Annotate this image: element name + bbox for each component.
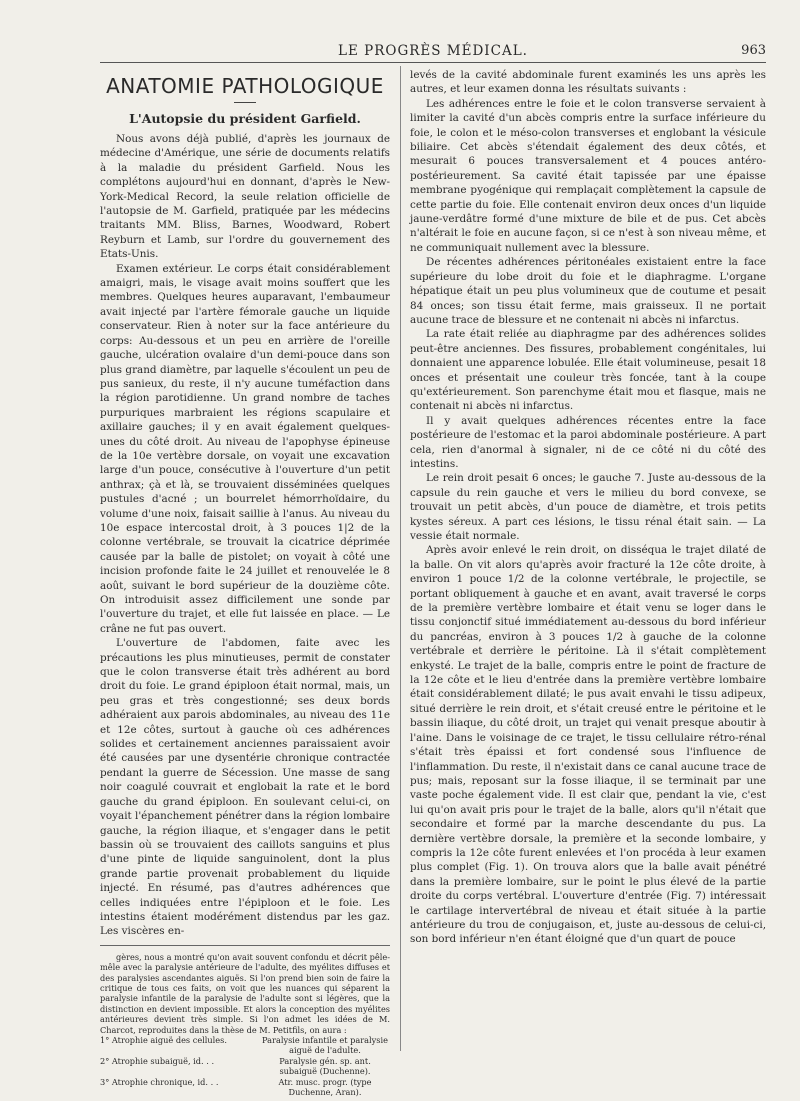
atrophy-disease: Paralysie infantile et paralysie aiguë de l'adulte. bbox=[262, 1035, 388, 1056]
abscess-paragraph: Les adhérences entre le foie et le colon transverse servaient à limiter la cavité d'un abcès compris entre la surface inférieure du foie, le colon et le méso-colon transverses et englobant la vésicule biliaire. Cet abcès s'étendait également des deux côtés, et mesurait 6 pouces transversalement et 4 pouces antéro-postérieurement. Sa cavité était tapissée par une épaisse membrane pyogénique qui remplaçait complètement la capsule de cette partie du foie. Elle contenait environ deux onces d'un liquide jaune-verdâtre formé d'une mixture de bile et de pus. Cet abcès n'altérait le foie en aucune façon, si ce n'est à son niveau même, et ne communiquait nullement avec la blessure. bbox=[410, 97, 766, 254]
viscera-paragraph: levés de la cavité abdominale furent examinés les uns après les autres, et leur examen donna les résultats suivants : bbox=[410, 69, 766, 96]
title-rule bbox=[234, 102, 256, 103]
page-number: 963 bbox=[741, 43, 766, 58]
abdomen-paragraph: L'ouverture de l'abdomen, faite avec les précautions les plus minutieuses, permit de constater que le colon transverse était très adhérent au bord droit du foie. Le grand épiploon était normal, mais, un peu gras et très congestionné; ses deux bords adhéraient aux parois abdominales, au niveau des 11e et 12e côtes, surtout à gauche où ces adhérences solides et certainement anciennes paraissaient avoir été causées par une dysentérie chronique contractée pendant la guerre de Sécession. Une masse de sang noir coagulé couvrait et englobait la rate et le bord gauche du grand épiploon. En soulevant celui-ci, on voyait l'épanchement pénétrer dans la région lombaire gauche, la région iliaque, et s'engager dans le petit bassin où se trouvaient des caillots sanguins et plus d'une pinte de liquide sanguinolent, dont la plus grande partie provenait probablement du liquide injecté. En résumé, pas d'autres adhérences que celles indiquées entre l'épiploon et le foie. Les intestins étaient modérément distendus par les gaz. Les viscères en- bbox=[100, 637, 390, 938]
stomach-paragraph: Il y avait quelques adhérences récentes entre la face postérieure de l'estomac et la paroi abdominale postérieure. A part cela, rien d'anormal à signaler, ni de ce côté ni du côté des intestins. bbox=[410, 414, 766, 470]
footnote-text: gères, nous a montré qu'on avait souvent confondu et décrit pêle-mêle avec la paralysie antérieure de l'adulte, des myélites diffuses et des paralysies ascendantes aiguës. Si l'on prend bien soin de faire la critique de tous ces faits, on voit que les nuances qui séparent la paralysie infantile de la paralysie de l'adulte sont si légères, que la distinction en devient impossible. Et alors la conception des myélites antérieures devient très simple. Si l'on admet les idées de M. Charcot, reproduites dans la thèse de M. Petitfils, on aura : bbox=[100, 951, 390, 1035]
section-title: ANATOMIE PATHOLOGIQUE bbox=[106, 74, 384, 98]
journal-title: LE PROGRÈS MÉDICAL. bbox=[338, 43, 528, 59]
atrophy-disease: Paralysie gén. sp. ant. subaiguë (Duchenne). bbox=[279, 1055, 371, 1077]
atrophy-row bbox=[100, 1056, 390, 1077]
footnote-rule bbox=[100, 945, 390, 946]
liver-paragraph: De récentes adhérences péritonéales existaient entre la face supérieure du lobe droit du foie et le diaphragme. L'organe hépatique était un peu plus volumineux que de coutume et pesait 84 onces; son tissu était ferme, mais graisseux. Il ne portait aucune trace de blessure et ne contenait ni abcès ni infarctus. bbox=[410, 256, 766, 326]
kidney-paragraph: Le rein droit pesait 6 onces; le gauche 7. Juste au-dessous de la capsule du rein gauche et vers le milieu du bord convexe, se trouvait un petit abcès, d'un pouce de diamètre, et trois petits kystes séreux. A part ces lésions, le tissu rénal était sain. — La vessie était normale. bbox=[410, 472, 766, 542]
right-column bbox=[410, 68, 766, 947]
atrophy-row bbox=[100, 1035, 390, 1056]
atrophy-type: 3° Atrophie chronique, id. . . bbox=[100, 1076, 219, 1087]
atrophy-type: 1° Atrophie aiguë des cellules. bbox=[100, 1035, 227, 1045]
left-column bbox=[100, 68, 390, 1097]
column-divider bbox=[400, 66, 401, 1051]
intro-paragraph: Nous avons déjà publié, d'après les journaux de médecine d'Amérique, une série de documents relatifs à la maladie du président Garfield. Nous les complétons aujourd'hui en donnant, d'après le New-York-Medical Record, la seule relation officielle de l'autopsie de M. Garfield, pratiquée par les médecins traitants MM. Bliss, Barnes, Woodward, Robert Reyburn et Lamb, sur l'ordre du gouvernement des Etats-Unis. bbox=[100, 133, 390, 261]
atrophy-row bbox=[100, 1077, 390, 1098]
exterior-exam-paragraph: Examen extérieur. Le corps était considérablement amaigri, mais, le visage avait moins souffert que les membres. Quelques heures auparavant, l'embaumeur avait injecté par l'artère fémorale gauche un liquide conservateur. Rien à noter sur la face antérieure du corps: Au-dessous et un peu en arrière de l'oreille gauche, ulcération ovalaire d'un demi-pouce dans son plus grand diamètre, par laquelle s'écoulent un peu de pus sanieux, du reste, il n'y aucune tuméfaction dans la région parotidienne. Un grand nombre de taches purpuriques marbraient les régions scapulaire et axillaire gauches; il y en avait également quelques-unes du côté droit. Au niveau de l'apophyse épineuse de la 10e vertèbre dorsale, on voyait une excavation large d'un pouce, consécutive à l'ouverture d'un petit anthrax; çà et là, se trouvaient disséminées quelques pustules d'acné ; un bourrelet hémorrhoïdaire, du volume d'une noix, faisait saillie à l'anus. Au niveau du 10e espace intercostal droit, à 3 pouces 1|2 de la colonne vertébrale, se trouvait la cicatrice déprimée causée par la balle de pistolet; on voyait à côté une incision profonde faite le 24 juillet et renouvelée le 8 août, suivant le bord supérieur de la douzième côte. On introduisit assez difficilement une sonde par l'ouverture du trajet, et elle fut laissée en place. — Le crâne ne fut pas ouvert. bbox=[100, 262, 390, 635]
spleen-paragraph: La rate était reliée au diaphragme par des adhérences solides peut-être anciennes. Des fissures, probablement congénitales, lui donnaient une apparence lobulée. Elle était volumineuse, pesait 18 onces et présentait une couleur très foncée, tant à la coupe qu'extérieurement. Son parenchyme était mou et flasque, mais ne contenait ni abcès ni infarctus. bbox=[410, 328, 766, 413]
article-title: L'Autopsie du président Garfield. bbox=[129, 111, 361, 126]
atrophy-disease: Atr. musc. progr. (type Duchenne, Aran). bbox=[278, 1076, 372, 1098]
running-header bbox=[100, 42, 766, 63]
bullet-track-paragraph: Après avoir enlevé le rein droit, on disséqua le trajet dilaté de la balle. On vit alors qu'après avoir fracturé la 12e côte droite, à environ 1 pouce 1/2 de la colonne vertébrale, le projectile, se portant obliquement à gauche et en avant, avait traversé le corps de la première vertèbre lombaire et était venu se loger dans le tissu conjonctif situé immédiatement au-dessous du bord inférieur du pancréas, environ à 3 pouces 1/2 à gauche de la colonne vertébrale et derrière le péritoine. Là il s'était complètement enkysté. Le trajet de la balle, compris entre le point de fracture de la 12e côte et le lieu d'entrée dans la première vertèbre lombaire était considérablement dilaté; le pus avait envahi le tissu adipeux, situé derrière le rein droit, et s'était creusé entre le péritoine et le bassin iliaque, du côté droit, un trajet qui venait presque aboutir à l'aine. Dans le voisinage de ce trajet, le tissu cellulaire rétro-rénal s'était très épaissi et fort condensé sous l'influence de l'inflammation. Du reste, il n'existait dans ce canal aucune trace de pus; mais, reposant sur la fosse iliaque, il se terminait par une vaste poche également vide. Il est clair que, pendant la vie, c'est lui qu'on avait pris pour le trajet de la balle, alors qu'il n'était que secondaire et formé par la marche descendante du pus. La dernière vertèbre dorsale, la première et la seconde lombaire, y compris la 12e côte furent enlevées et l'on procéda à leur examen plus complet (Fig. 1). On trouva alors que la balle avait pénétré dans la première lombaire, sur le point le plus élevé de la partie droite du corps vertébral. L'ouverture d'entrée (Fig. 7) intéressait le cartilage intervertébral de niveau et était située à la partie antérieure du trou de conjugaison, et, juste au-dessous de celui-ci, son bord inférieur n'en étant éloigné que d'un quart de pouce bbox=[410, 544, 766, 946]
footnote-block bbox=[100, 952, 390, 1098]
atrophy-type: 2° Atrophie subaiguë, id. . . bbox=[100, 1055, 215, 1066]
